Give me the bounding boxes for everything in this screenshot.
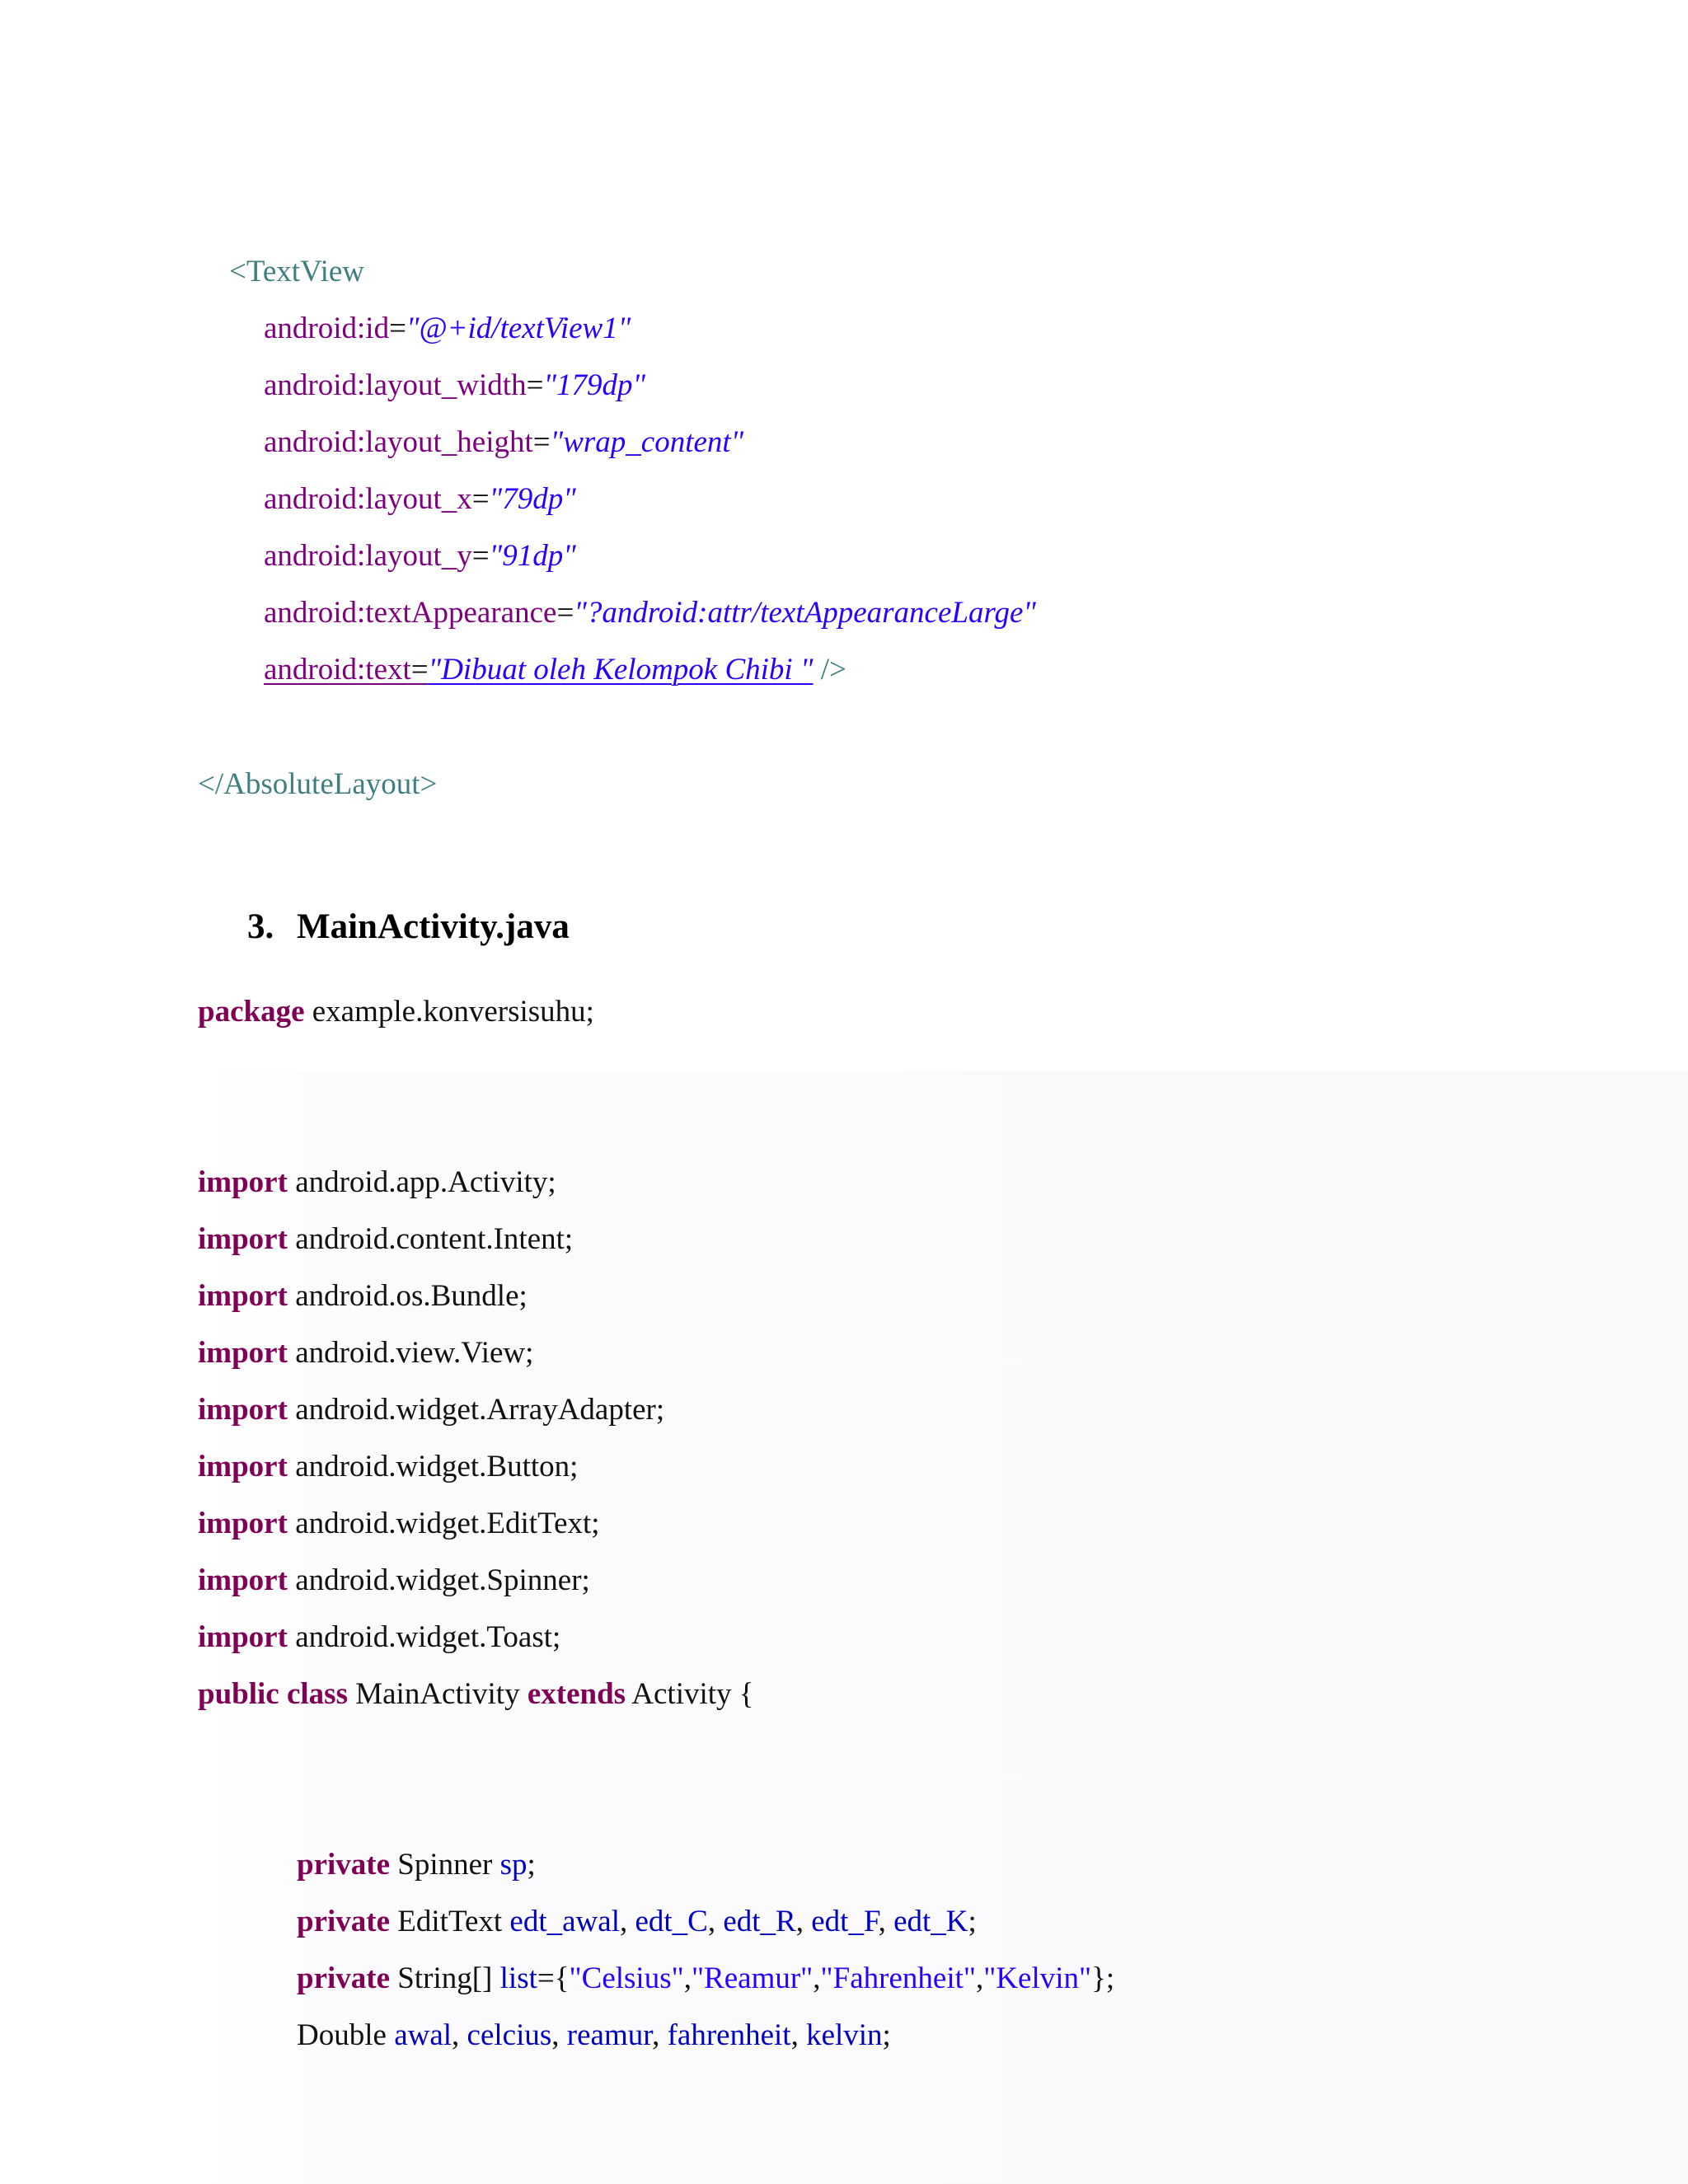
attr-name: android:id	[264, 312, 390, 345]
attr-value: "Dibuat oleh Kelompok Chibi "	[428, 653, 814, 687]
attr-eq: =	[556, 596, 574, 630]
xml-attr-layout-width	[264, 368, 645, 404]
field-sep: ,	[878, 1905, 894, 1938]
package-line	[198, 994, 594, 1030]
import-line	[198, 1506, 600, 1542]
import-path: android.widget.Toast;	[287, 1620, 561, 1654]
attr-eq: =	[532, 425, 551, 459]
import-keyword: import	[198, 1222, 288, 1256]
import-line	[198, 1165, 556, 1201]
import-line	[198, 1619, 560, 1656]
xml-attr-id	[264, 311, 631, 347]
attr-name: android:textAppearance	[264, 596, 557, 630]
import-keyword: import	[198, 1336, 288, 1370]
field-end: ;	[527, 1848, 536, 1882]
import-keyword: import	[198, 1393, 288, 1427]
xml-attr-text-appearance	[264, 595, 1036, 631]
class-name: MainActivity	[347, 1677, 528, 1711]
field-sep: ,	[619, 1905, 635, 1938]
section-title: MainActivity.java	[297, 907, 570, 946]
field-name: celcius	[467, 2018, 552, 2052]
field-name: edt_C	[635, 1905, 708, 1938]
xml-attr-text	[264, 652, 846, 688]
field-sep: ,	[652, 2018, 668, 2052]
field-end: ;	[968, 1905, 977, 1938]
field-name: sp	[499, 1848, 528, 1882]
absolute-layout-close-tag: </AbsoluteLayout>	[198, 767, 438, 801]
attr-value: "91dp"	[489, 539, 576, 573]
field-edittext	[297, 1904, 977, 1940]
array-sep: ,	[975, 1961, 984, 1995]
import-keyword: import	[198, 1507, 288, 1540]
attr-eq: =	[389, 312, 406, 345]
attr-eq: =	[410, 653, 429, 687]
attr-value: "?android:attr/textAppearanceLarge"	[574, 596, 1036, 630]
string-literal: "Kelvin"	[983, 1961, 1092, 1995]
field-end: ;	[882, 2018, 891, 2052]
attr-name: android:layout_width	[264, 368, 527, 402]
field-name: edt_K	[893, 1905, 968, 1938]
import-line	[198, 1392, 664, 1428]
xml-attr-layout-height	[264, 424, 743, 461]
package-keyword: package	[198, 995, 305, 1029]
field-sep: ,	[790, 2018, 807, 2052]
import-line	[198, 1335, 533, 1371]
public-class-keyword: public class	[198, 1677, 348, 1711]
field-name: kelvin	[806, 2018, 883, 2052]
field-type: String[]	[390, 1961, 500, 1995]
string-literal: "Fahrenheit"	[820, 1961, 976, 1995]
attr-eq: =	[471, 482, 490, 516]
import-keyword: import	[198, 1450, 288, 1483]
self-close-tag: />	[813, 653, 846, 687]
class-declaration	[198, 1676, 754, 1713]
field-sep: ,	[795, 1905, 812, 1938]
attr-value: "179dp"	[543, 368, 646, 402]
attr-name: android:text	[264, 653, 411, 687]
import-path: android.widget.Button;	[287, 1450, 579, 1483]
field-spinner	[297, 1847, 536, 1883]
array-sep: ,	[813, 1961, 821, 1995]
attr-value: "wrap_content"	[550, 425, 744, 459]
section-heading	[247, 907, 570, 948]
field-sep: ,	[551, 2018, 567, 2052]
private-keyword: private	[297, 1961, 391, 1995]
field-name: edt_R	[723, 1905, 796, 1938]
import-path: android.widget.Spinner;	[287, 1563, 590, 1597]
attr-name: android:layout_x	[264, 482, 472, 516]
private-keyword: private	[297, 1848, 391, 1882]
xml-attr-layout-x	[264, 481, 576, 518]
import-keyword: import	[198, 1279, 288, 1313]
attr-value: "79dp"	[489, 482, 576, 516]
field-name: list	[499, 1961, 537, 1995]
import-path: android.os.Bundle;	[287, 1279, 528, 1313]
textview-open-tag: <TextView	[229, 255, 365, 288]
package-name: example.konversisuhu;	[304, 995, 594, 1029]
field-type: Spinner	[390, 1848, 500, 1882]
attr-name: android:layout_y	[264, 539, 472, 573]
section-number: 3.	[247, 907, 274, 946]
field-name: reamur	[566, 2018, 653, 2052]
import-keyword: import	[198, 1165, 288, 1199]
field-name: edt_F	[811, 1905, 879, 1938]
import-line	[198, 1278, 528, 1315]
array-close: };	[1091, 1961, 1115, 1995]
import-path: android.content.Intent;	[287, 1222, 574, 1256]
import-line	[198, 1563, 590, 1599]
import-path: android.widget.EditText;	[287, 1507, 600, 1540]
string-literal: "Celsius"	[569, 1961, 684, 1995]
attr-eq: =	[471, 539, 490, 573]
import-path: android.view.View;	[287, 1336, 534, 1370]
field-type: Double	[297, 2018, 395, 2052]
field-name: fahrenheit	[667, 2018, 791, 2052]
import-line	[198, 1449, 578, 1485]
attr-value: "@+id/textView1"	[406, 312, 631, 345]
attr-name: android:layout_height	[264, 425, 533, 459]
field-name: awal	[394, 2018, 452, 2052]
import-line	[198, 1221, 573, 1258]
import-keyword: import	[198, 1563, 288, 1597]
field-type: EditText	[390, 1905, 510, 1938]
field-name: edt_awal	[509, 1905, 620, 1938]
field-sep: ,	[452, 2018, 467, 2052]
attr-eq: =	[526, 368, 544, 402]
field-sep: ,	[707, 1905, 724, 1938]
array-open: ={	[537, 1961, 570, 1995]
xml-attr-layout-y	[264, 538, 576, 574]
array-sep: ,	[683, 1961, 692, 1995]
import-path: android.app.Activity;	[287, 1165, 556, 1199]
field-double	[297, 2018, 891, 2054]
extends-keyword: extends	[527, 1677, 626, 1711]
field-list	[297, 1961, 1114, 1997]
private-keyword: private	[297, 1905, 391, 1938]
import-keyword: import	[198, 1620, 288, 1654]
import-path: android.widget.ArrayAdapter;	[287, 1393, 665, 1427]
class-rest: Activity {	[626, 1677, 754, 1711]
string-literal: "Reamur"	[691, 1961, 814, 1995]
